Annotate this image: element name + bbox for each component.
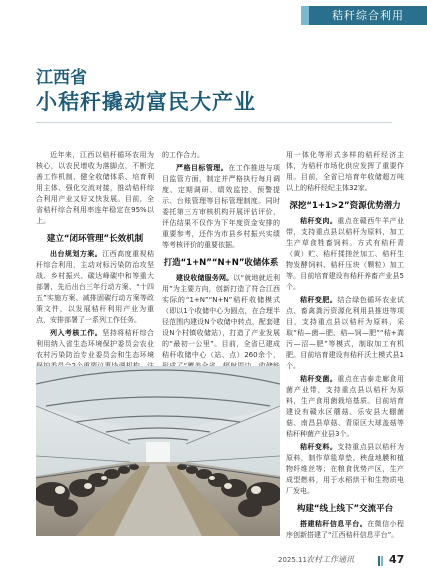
paragraph-lead: 建设收储服务网。 [176, 274, 234, 282]
paragraph-body: 在微信小程序创新搭建了“江西秸秆信息平台”。 [286, 520, 405, 539]
paragraph-continuation: 的工作合力。 [162, 151, 204, 159]
page-marker-icon [378, 556, 386, 566]
paragraph-body: 以“就地就近利用”为主要方向，创新打造了符合江西实际的“1+N”“N+N”秸秆收储模式（即以1个收储中心为圆点，在合理半径范围内建设N个收储中转点，配套建设N个村镇收储站），打造了产业发展的“最初一公里”。目前，全省已建成秸秆收储中心（站、点）260余个， [162, 274, 280, 359]
paragraph-body: 重点在吉泰走廊食用菌产业带，支持重点县以秸秆为原料，生产食用菌栽培基质。目前培育建设有赣水区蘑菇、乐安县大棚菌菇、南昌县草菇、青原区大球盖菇等秸秆种菌产业县3个。 [286, 375, 405, 438]
paragraph-info-platform [286, 519, 404, 541]
page-number: 47 [389, 553, 405, 566]
paragraph-straw-to-mushroom [286, 374, 404, 440]
cattle-barn-photo [36, 366, 280, 536]
section-tag-accent [301, 6, 309, 25]
article-title: 小秸秆撬动富民大产业 [36, 90, 256, 114]
paragraph-lead: 秸秆变肉。 [300, 217, 338, 225]
article-pretitle: 江西省 [36, 68, 87, 88]
paragraph-lead: 搭建秸秆信息平台。 [300, 520, 368, 528]
paragraph-body: 江西高度重视秸秆综合利用，主动对标污染防治攻坚战、乡村振兴、碳达峰碳中和等重大部署，先后出台三年行动方案、“十四五”实施方案、减排固碳行动方案等政策文件，以发展秸秆利用产业为重点，安排部署了一系列工作任务。 [36, 250, 155, 324]
section-heading-closed-loop: 建立“闭环管理”长效机制 [46, 234, 144, 244]
paragraph-plans [36, 249, 154, 326]
paragraph-lead: 秸秆变料。 [300, 443, 338, 451]
paragraph-lead: 严格目标管理。 [176, 164, 229, 172]
section-tag: 秸秆综合利用 [309, 6, 427, 25]
paragraph-lead: 秸秆变肥。 [300, 296, 338, 304]
paragraph-lead: 秸秆变菌。 [300, 375, 338, 383]
paragraph-body: 结合绿色循环农业试点、畜禽粪污资源化利用县推进等项目，支持重点县以秸秆为原料，采取“秸—菌—肥、秸—饲—肥”“秸+粪污—沼—肥”等模式，制取加工有机肥。目前培育建设有秸秆沃土模式县1个。 [286, 296, 405, 370]
paragraph-body: 坚持将秸秆综合利用纳入省生态环境保护委员会农业农村污染防治专业委员会和生态环境 [36, 329, 155, 359]
title-divider [36, 122, 392, 123]
paragraph-target-management [162, 163, 280, 251]
paragraph-lead: 列入考核工作。 [50, 329, 103, 337]
paragraph-body: 在工作推进与项目监管方面，制定并严格执行每月调度、定期调研、绩效监控、预警提示、台账管理等目标管理制度。同时委托第三方审核机构开展评估评价，评估结果不仅作为下年度资金安排的重要参考，还作为市县乡村振兴实绩等考核评价的重要依据。 [162, 164, 281, 249]
paragraph-continuation: 用一体化等形式多样的秸秆经济主体，为秸秆市场化供应发挥了重要作用。目前，全省已培育年收储超万吨以上的秸秆经纪主体32家。 [286, 151, 404, 192]
text-column-3 [286, 150, 404, 543]
section-heading-resource-advantage: 深挖“1+1>2”资源优势潜力 [289, 201, 401, 211]
paragraph-straw-to-meat [286, 216, 404, 293]
paragraph-body: 重点在赣西牛羊产业带，支持重点县以秸秆为原料，加工生产草食牲畜饲料。方式有秸秆青（黄）贮、秸秆揉搓丝加工、秸秆生物发酵饲料、秸秆压块（颗粒）加工等。目前培育建设有秸秆养畜产业县5个。 [286, 217, 405, 291]
paragraph-straw-to-material [286, 442, 404, 497]
paragraph-lead: 出台规划方案。 [50, 250, 103, 258]
section-heading-storage-system: 打造“1+N”“N+N”收储体系 [163, 258, 279, 268]
issue-date: 2025.11 [278, 556, 307, 564]
paragraph-body: 支持重点县以秸秆为原料，制作草毯草垫、秧盘地膜和植物纤维丝等；在粮食优势产区，生产成型燃料，用于水稻烘干和生物质电厂发电。 [286, 443, 405, 495]
paragraph-straw-to-fertilizer [286, 295, 404, 372]
section-heading-exchange-platform: 构建“线上线下”交流平台 [296, 504, 394, 514]
intro-paragraph: 近年来，江西以秸秆循环农用为核心，以农民增收为落脚点，不断完善工作机制、健全收储体系、培育利用主体、强化交流对接，推动秸秆综合利用产业又好又快发展。目前，全省秸秆综合利用率连年稳定在95%以上。 [36, 151, 154, 225]
magazine-name: 农村工作通讯 [306, 555, 354, 564]
